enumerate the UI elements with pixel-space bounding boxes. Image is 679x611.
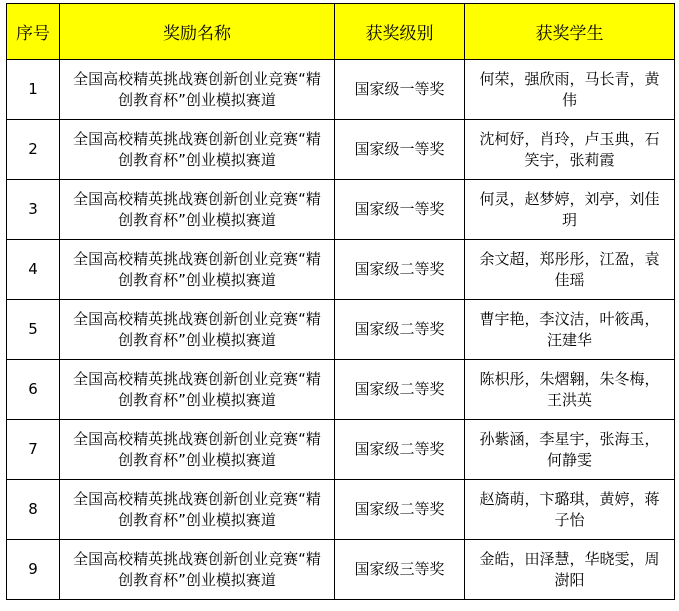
- cell-index: 1: [7, 60, 60, 120]
- cell-students: 曹宇艳，李汶洁，叶筱禹，汪建华: [465, 300, 675, 360]
- cell-award-level: 国家级二等奖: [335, 420, 465, 480]
- header-award-name: 奖励名称: [60, 4, 335, 60]
- table-row: [7, 240, 675, 300]
- cell-award-name: 全国高校精英挑战赛创新创业竞赛“精创教育杯”创业模拟赛道: [60, 480, 335, 540]
- cell-award-name: 全国高校精英挑战赛创新创业竞赛“精创教育杯”创业模拟赛道: [60, 420, 335, 480]
- cell-index: 3: [7, 180, 60, 240]
- cell-award-level: 国家级二等奖: [335, 240, 465, 300]
- table-row: [7, 540, 675, 600]
- cell-index: 2: [7, 120, 60, 180]
- header-index: 序号: [7, 4, 60, 60]
- cell-students: 余文超，郑彤彤，江盈，袁佳瑶: [465, 240, 675, 300]
- cell-award-name: 全国高校精英挑战赛创新创业竞赛“精创教育杯”创业模拟赛道: [60, 300, 335, 360]
- cell-award-name: 全国高校精英挑战赛创新创业竞赛“精创教育杯”创业模拟赛道: [60, 540, 335, 600]
- header-award-level: 获奖级别: [335, 4, 465, 60]
- cell-award-name: 全国高校精英挑战赛创新创业竞赛“精创教育杯”创业模拟赛道: [60, 360, 335, 420]
- cell-index: 5: [7, 300, 60, 360]
- cell-index: 7: [7, 420, 60, 480]
- cell-award-level: 国家级二等奖: [335, 360, 465, 420]
- cell-award-level: 国家级一等奖: [335, 180, 465, 240]
- cell-students: 赵旖萌，卞璐琪，黄婷，蒋子怡: [465, 480, 675, 540]
- cell-award-name: 全国高校精英挑战赛创新创业竞赛“精创教育杯”创业模拟赛道: [60, 180, 335, 240]
- cell-award-level: 国家级三等奖: [335, 540, 465, 600]
- cell-index: 6: [7, 360, 60, 420]
- table-row: [7, 360, 675, 420]
- table-row: [7, 420, 675, 480]
- table-body: [7, 60, 675, 600]
- table-row: [7, 480, 675, 540]
- cell-students: 金皓，田泽慧，华晓雯，周澍阳: [465, 540, 675, 600]
- cell-award-level: 国家级一等奖: [335, 120, 465, 180]
- cell-students: 孙紫涵，李星宇，张海玉，何静雯: [465, 420, 675, 480]
- cell-index: 9: [7, 540, 60, 600]
- cell-students: 陈枳彤，朱熠翱，朱冬梅，王洪英: [465, 360, 675, 420]
- header-row: [7, 4, 675, 60]
- cell-students: 沈柯妤，肖玲，卢玉典，石笑宇，张莉霞: [465, 120, 675, 180]
- cell-award-name: 全国高校精英挑战赛创新创业竞赛“精创教育杯”创业模拟赛道: [60, 240, 335, 300]
- cell-index: 4: [7, 240, 60, 300]
- header-students: 获奖学生: [465, 4, 675, 60]
- cell-award-name: 全国高校精英挑战赛创新创业竞赛“精创教育杯”创业模拟赛道: [60, 120, 335, 180]
- table-row: [7, 120, 675, 180]
- table-row: [7, 300, 675, 360]
- cell-students: 何灵，赵梦婷，刘亭，刘佳玥: [465, 180, 675, 240]
- cell-award-name: 全国高校精英挑战赛创新创业竞赛“精创教育杯”创业模拟赛道: [60, 60, 335, 120]
- cell-award-level: 国家级二等奖: [335, 300, 465, 360]
- cell-award-level: 国家级二等奖: [335, 480, 465, 540]
- table-row: [7, 180, 675, 240]
- award-table: [6, 3, 675, 600]
- cell-students: 何荣，强欣雨，马长青，黄伟: [465, 60, 675, 120]
- award-table-container: [6, 3, 675, 600]
- cell-index: 8: [7, 480, 60, 540]
- cell-award-level: 国家级一等奖: [335, 60, 465, 120]
- table-row: [7, 60, 675, 120]
